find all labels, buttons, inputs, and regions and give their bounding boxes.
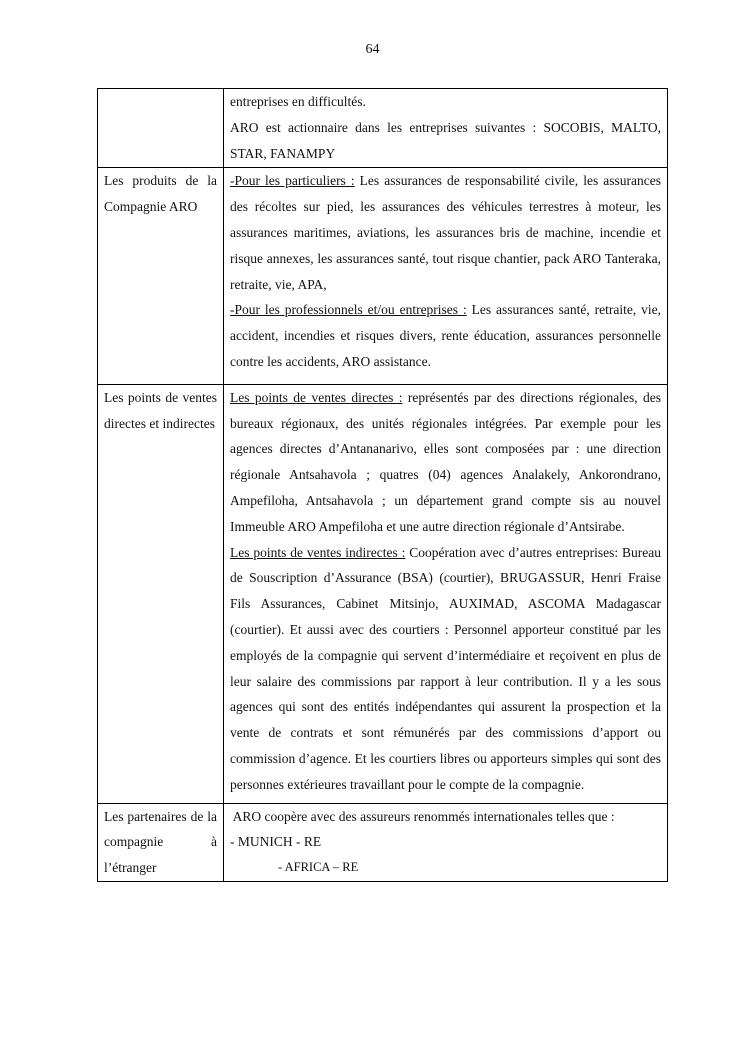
paragraph: ARO coopère avec des assureurs renommés internationales telles que : [230,808,615,824]
row-content [224,89,668,168]
paragraph: ARO est actionnaire dans les entreprises suivantes : SOCOBIS, MALTO, STAR, FANAMPY [230,119,661,161]
row-label: Les produits de la Compagnie ARO [98,168,224,384]
row-content [224,384,668,803]
table-row [98,168,668,384]
table-row [98,803,668,881]
partner-item: - MUNICH - RE [230,834,322,850]
paragraph-heading: Les points de ventes indirectes : [230,544,406,560]
paragraph [230,385,661,540]
company-info-table [97,88,668,882]
row-label [98,89,224,168]
row-content [224,803,668,881]
partner-item: - AFRICA – RE [278,860,359,875]
paragraph-text: Les assurances de responsabilité civile, les assurances des récoltes sur pied, les assurances des véhicules terrestres à moteur, les assurances maritimes, aviations, les assurances bris de machine, incendie et risque annexes, les assurances santé, tout risque chantier, pack ARO Tanteraka, retraite, vie, APA, [230,173,661,292]
paragraph [230,297,661,374]
paragraph: entreprises en difficultés. [230,94,366,109]
row-content [224,168,668,384]
paragraph-heading: -Pour les professionnels et/ou entreprises : [230,302,467,318]
paragraph-text: Coopération avec d’autres entreprises: Bureau de Souscription d’Assurance (BSA) (courtier), BRUGASSUR, Henri Fraise Fils Assurances, Cabinet Mitsinjo, AUXIMAD, ASCOMA Madagascar (courtier). Et aussi avec des courtiers : Personnel apporteur constitué par les employés de la compagnie qui servent d’intermédiaire et reçoivent en plus de leur salaire des commissions par rapport à leur contribution. Il y a les sous agences qui sont des entités indépendantes qui assurent la prospection et la vente de contrats et sont rémunérés par des commissions d’apport ou commission d’agence. Et les courtiers libres ou apporteurs simples qui sont des personnes extérieures travaillant pour le compte de la compagnie. [230,544,661,792]
paragraph-text: représentés par des directions régionales, des bureaux régionaux, des unités régionales intégrées. Par exemple pour les agences directes d’Antananarivo, elles sont composées par : une direction régionale Antsahavola ; quatres (04) agences Analakely, Ankorondrano, Ampefiloha, Antsahavola ; un département grand compte sis au nouvel Immeuble ARO Ampefiloha et une autre direction régionale d’Antsirabe. [230,389,661,534]
table-row [98,89,668,168]
page-number: 64 [365,42,380,57]
paragraph-heading: -Pour les particuliers : [230,173,355,189]
paragraph [230,540,661,798]
paragraph [230,168,661,297]
paragraph-heading: Les points de ventes directes : [230,389,403,405]
table-row [98,384,668,803]
paragraph-text: Les assurances santé, retraite, vie, accident, incendies et risques divers, rente éducation, assurances personnelle contre les accidents, ARO assistance. [230,302,661,369]
row-label: Les partenaires de la compagnie à l’étranger [98,803,224,881]
row-label: Les points de ventes directes et indirectes [98,384,224,803]
